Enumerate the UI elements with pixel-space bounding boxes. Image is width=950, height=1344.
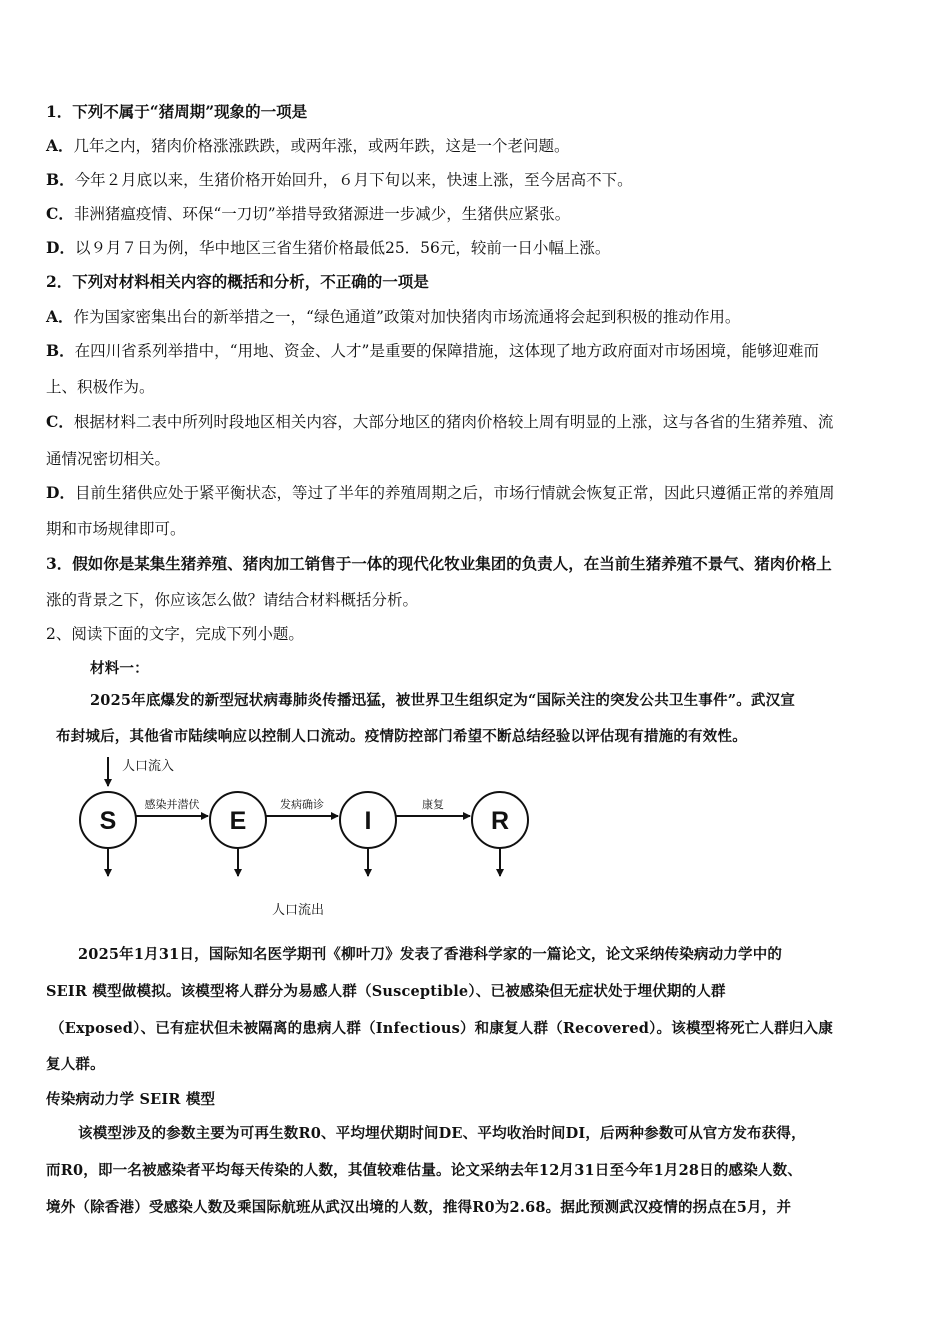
- option-label: D．: [46, 483, 75, 502]
- node-r-label: R: [490, 807, 510, 835]
- inflow-label: 人口流入: [122, 758, 175, 773]
- question-2-option-c: [46, 412, 833, 432]
- seir-diagram: [70, 752, 540, 927]
- option-text: 几年之内，猪肉价格涨涨跌跌，或两年涨，或两年跌，这是一个老问题。: [73, 137, 570, 155]
- question-3-stem: 3．假如你是某集生猪养殖、猪肉加工销售于一体的现代化牧业集团的负责人，在当前生猪养殖不景气、猪肉价格上: [46, 554, 832, 573]
- material-para-2-line-2: SEIR 模型做模拟。该模型将人群分为易感人群（Susceptible）、已被感染但无症状处于埋伏期的人群: [46, 983, 726, 1000]
- node-e-label: E: [229, 807, 247, 835]
- question-3-stem-cont: 涨的背景之下，你应该怎么做？请结合材料概括分析。: [46, 591, 419, 609]
- subheading: 传染病动力学 SEIR 模型: [46, 1091, 216, 1108]
- node-r: [472, 792, 528, 848]
- arrow-s-to-e-label: 感染并潜伏: [144, 799, 200, 811]
- material-para-2-line-4: 复人群。: [46, 1056, 105, 1073]
- option-text: 今年２月底以来，生猪价格开始回升，６月下旬以来，快速上涨，至今居高不下。: [74, 171, 633, 189]
- question-1-option-d: [46, 238, 610, 258]
- section-2-intro: 2、阅读下面的文字，完成下列小题。: [46, 625, 304, 643]
- option-label: A．: [46, 136, 74, 155]
- option-text: 非洲猪瘟疫情、环保“一刀切”举措导致猪源进一步减少，生猪供应紧张。: [73, 205, 571, 223]
- question-2-option-c-cont: 通情况密切相关。: [46, 450, 171, 468]
- option-text: 根据材料二表中所列时段地区相关内容，大部分地区的猪肉价格较上周有明显的上涨，这与各省的生猪养殖、流: [73, 413, 834, 431]
- option-label: B．: [46, 341, 75, 360]
- node-s-label: S: [99, 807, 117, 835]
- question-1-stem: 1．下列不属于“猪周期”现象的一项是: [46, 102, 308, 121]
- option-text: 目前生猪供应处于紧平衡状态，等过了半年的养殖周期之后，市场行情就会恢复正常，因此只遵循正常的养殖周: [74, 484, 835, 502]
- question-2-option-d: [46, 483, 834, 503]
- question-2-option-a: [46, 307, 740, 327]
- option-label: A．: [46, 307, 74, 326]
- question-2-option-b: [46, 341, 819, 361]
- option-text: 以９月７日为例，华中地区三省生猪价格最低25．56元，较前一日小幅上涨。: [74, 239, 611, 257]
- material-para-2-line-3: （Exposed）、已有症状但未被隔离的患病人群（Infectious）和康复人群（Recovered）。该模型将死亡人群归入康: [50, 1020, 833, 1037]
- question-1-option-b: [46, 170, 633, 190]
- node-i-label: I: [364, 807, 372, 835]
- material-para-2-line-1: 2025年1月31日，国际知名医学期刊《柳叶刀》发表了香港科学家的一篇论文，论文采纳传染病动力学中的: [78, 946, 783, 963]
- option-text: 作为国家密集出台的新举措之一，“绿色通道”政策对加快猪肉市场流通将会起到积极的推动作用。: [73, 308, 741, 326]
- option-label: B．: [46, 170, 75, 189]
- option-label: D．: [46, 238, 75, 257]
- question-2-stem: 2．下列对材料相关内容的概括和分析，不正确的一项是: [46, 272, 429, 291]
- option-text: 在四川省系列举措中，“用地、资金、人才”是重要的保障措施，这体现了地方政府面对市场困境，能够迎难而: [74, 342, 819, 360]
- material-para-3-line-2: 而R0，即一名被感染者平均每天传染的人数，其值较难估量。论文采纳去年12月31日至今年1月28日的感染人数、: [46, 1162, 803, 1179]
- arrow-i-to-r-label: 康复: [422, 799, 444, 811]
- question-2-option-b-cont: 上、积极作为。: [46, 378, 155, 396]
- node-s: [80, 792, 136, 848]
- arrow-e-to-i-label: 发病确诊: [280, 799, 324, 811]
- question-1-option-c: [46, 204, 570, 224]
- question-2-option-d-cont: 期和市场规律即可。: [46, 520, 186, 538]
- material-para-1-line-2: 布封城后，其他省市陆续响应以控制人口流动。疫情防控部门希望不断总结经验以评估现有措施的有效性。: [56, 728, 747, 745]
- material-title: 材料一：: [90, 660, 149, 677]
- node-e: [210, 792, 266, 848]
- option-label: C．: [46, 204, 74, 223]
- material-para-3-line-1: 该模型涉及的参数主要为可再生数R0、平均埋伏期时间DE、平均收治时间DI，后两种参数可从官方发布获得，: [78, 1125, 806, 1142]
- material-para-1-line-1: 2025年底爆发的新型冠状病毒肺炎传播迅猛，被世界卫生组织定为“国际关注的突发公共卫生事件”。武汉宣: [90, 692, 796, 709]
- option-label: C．: [46, 412, 74, 431]
- node-i: [340, 792, 396, 848]
- outflow-label: 人口流出: [271, 902, 325, 917]
- material-para-3-line-3: 境外（除香港）受感染人数及乘国际航班从武汉出境的人数，推得R0为2.68。据此预测武汉疫情的拐点在5月，并: [46, 1199, 792, 1216]
- seir-diagram-svg: [70, 752, 540, 927]
- question-1-option-a: [46, 136, 570, 156]
